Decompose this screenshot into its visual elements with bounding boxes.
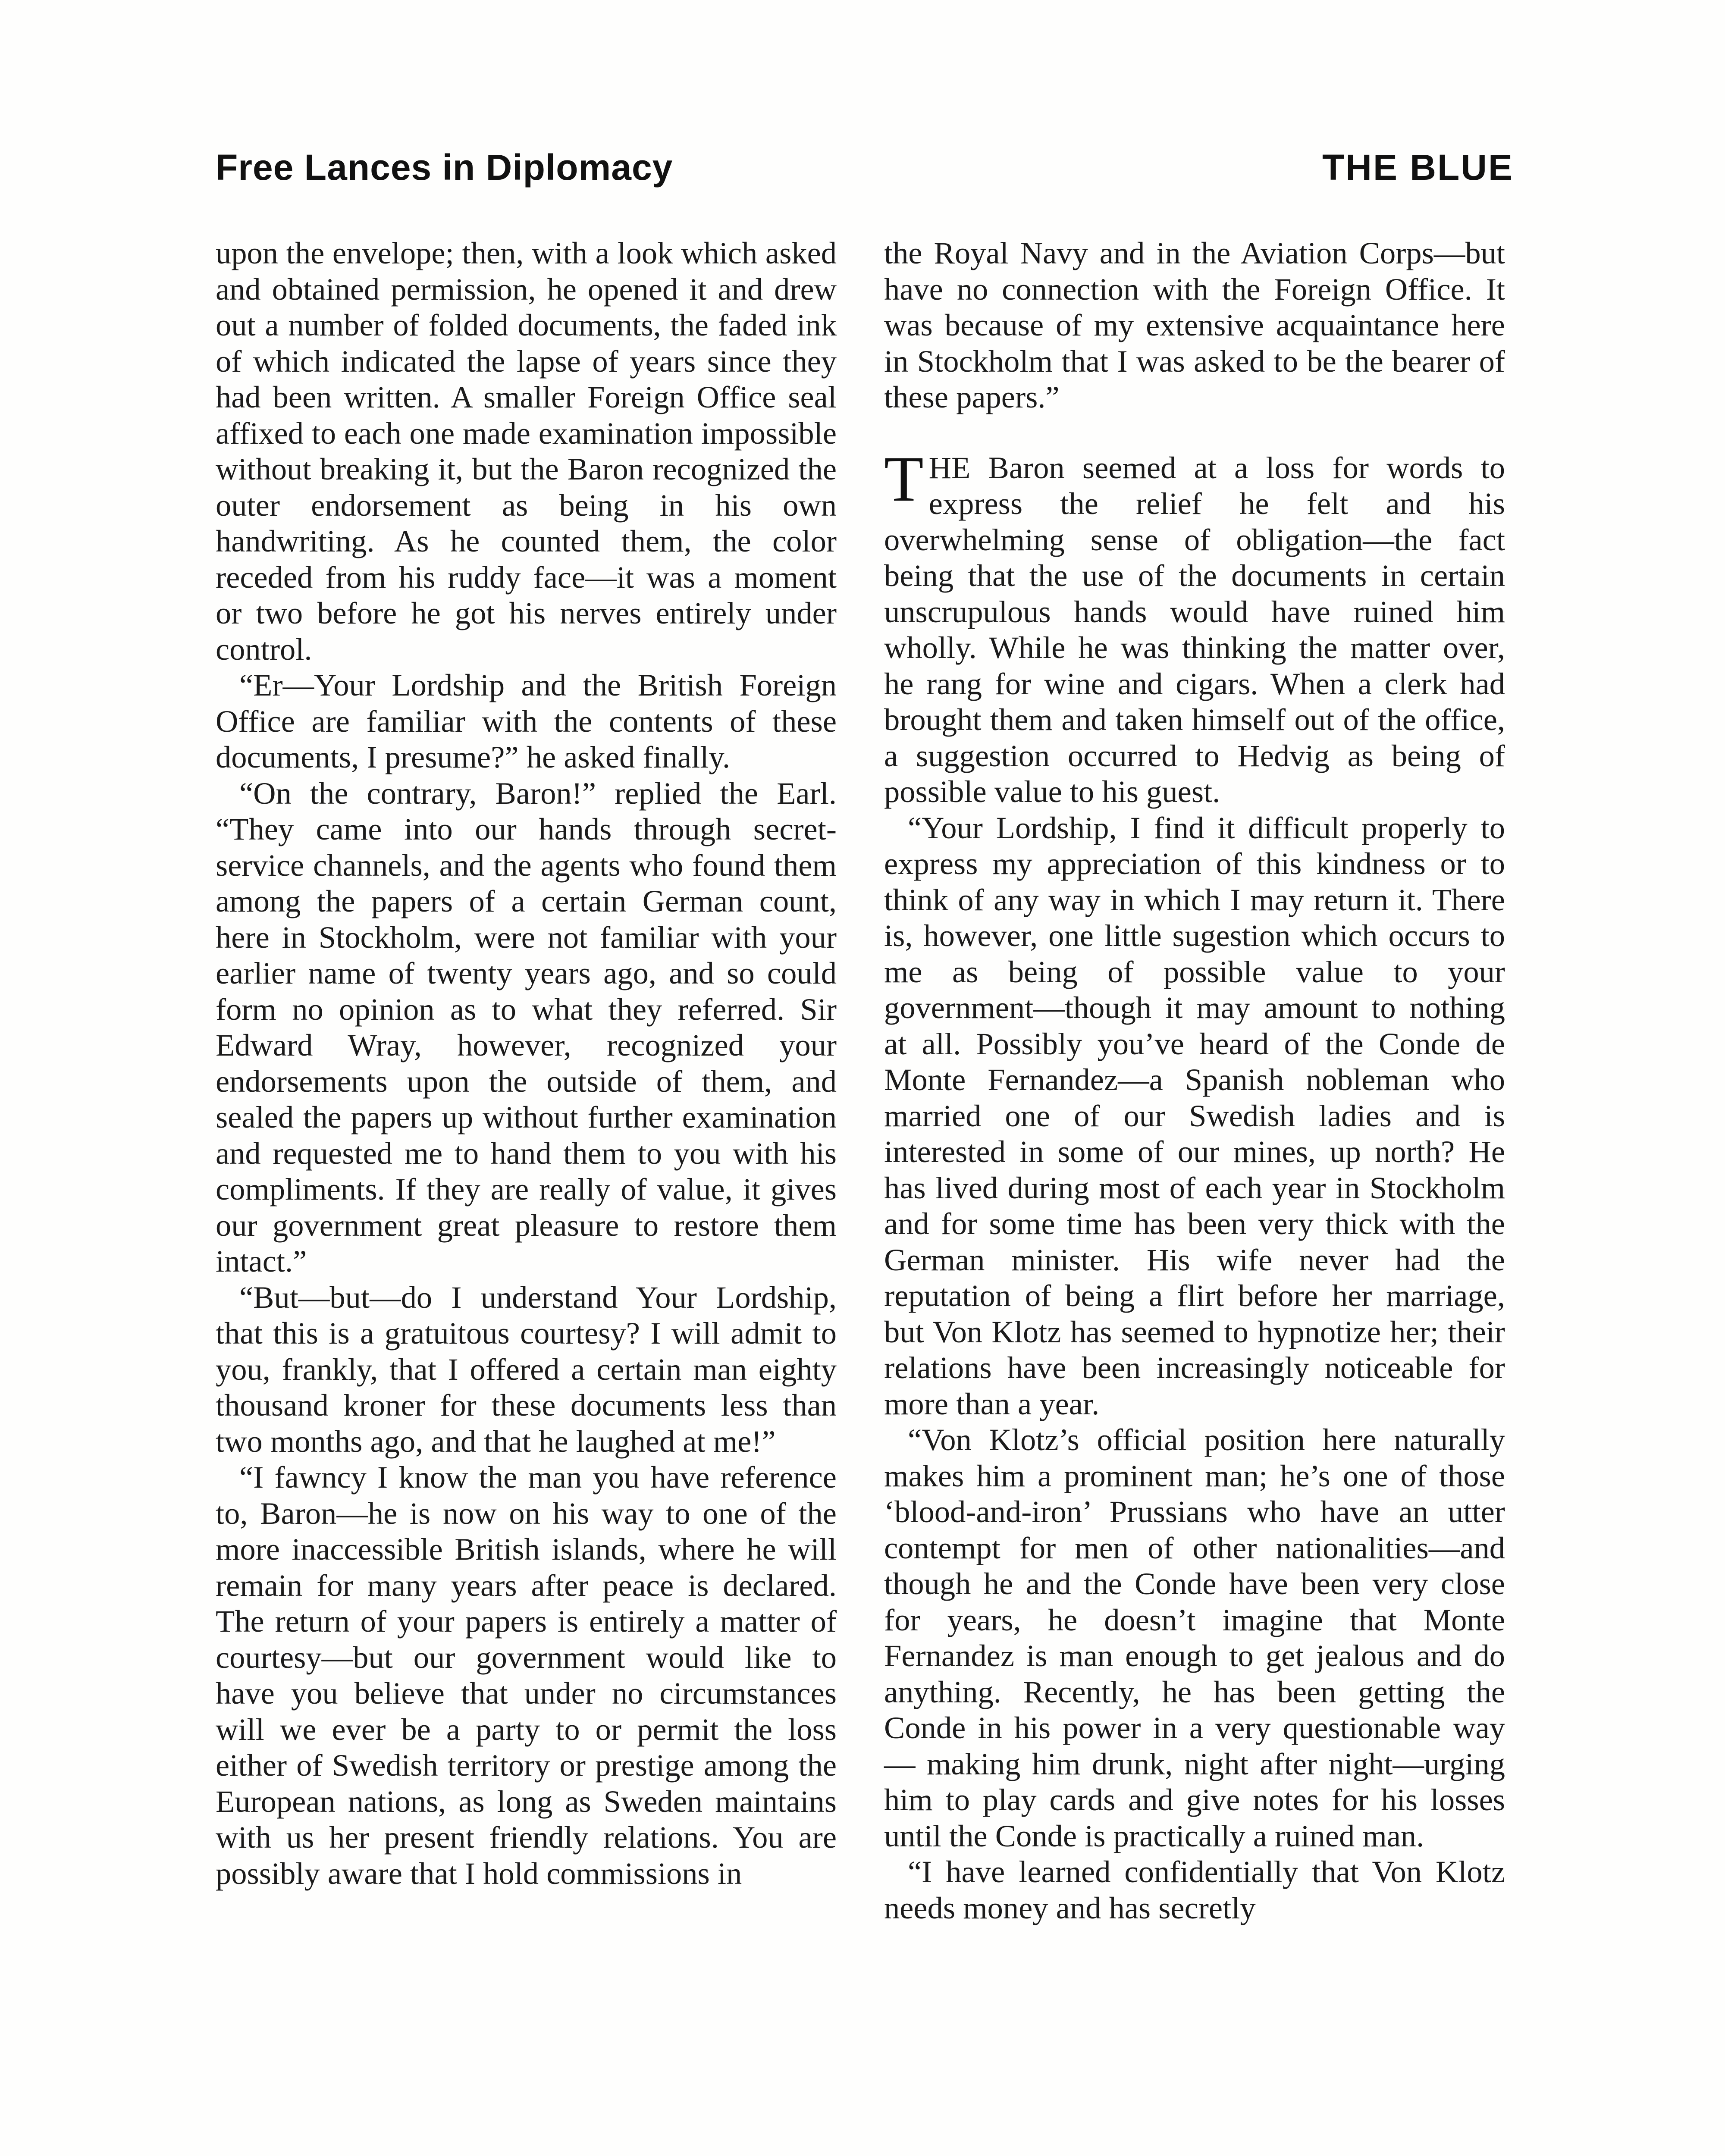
paragraph: “On the contrary, Baron!” replied the Earl. “They came into our hands through secret-service channels, and the agents who found them among the papers of a certain German count, here in Stockholm, were not familiar with your earlier name of twenty years ago, and so could form no opinion as to what they referred. Sir Edward Wray, however, recognized your endorsements upon the outside of them, and sealed the papers up without further examination and requested me to hand them to you with his compliments. If they are really of value, it gives our government great pleasure to restore them intact.”: [216, 775, 837, 1279]
paragraph: upon the envelope; then, with a look which asked and obtained permission, he opened it and drew out a number of folded documents, the faded ink of which indicated the lapse of years since they had been written. A smaller Foreign Office seal affixed to each one made examination impossible without breaking it, but the Baron recognized the outer endorsement as being in his own handwriting. As he counted them, the color receded from his ruddy face—it was a moment or two before he got his nerves entirely under control.: [216, 235, 837, 667]
paragraph: “But—but—do I understand Your Lordship, that this is a gratuitous courtesy? I will admit to you, frankly, that I offered a certain man eighty thousand kroner for these documents less than two months ago, and that he laughed at me!”: [216, 1279, 837, 1459]
story-title: Free Lances in Diplomacy: [216, 147, 673, 188]
magazine-title: THE BLUE: [1322, 147, 1514, 188]
running-header: [216, 147, 1514, 198]
paragraph: “Your Lordship, I find it difficult properly to express my appreciation of this kindness or to think of any way in which I may return it. There is, however, one little sugestion which occurs to me as being of possible value to your government—though it may amount to nothing at all. Possibly you’ve heard of the Conde de Monte Fernandez—a Spanish nobleman who married one of our Swedish ladies and is interested in some of our mines, up north? He has lived during most of each year in Stockholm and for some time has been very thick with the German minister. His wife never had the reputation of being a flirt before her marriage, but Von Klotz has seemed to hypnotize her; their relations have been increasingly noticeable for more than a year.: [884, 810, 1505, 1421]
paragraph: “Er—Your Lordship and the British Foreign Office are familiar with the contents of these documents, I presume?” he asked finally.: [216, 667, 837, 774]
paragraph: “I have learned confidentially that Von Klotz needs money and has secretly: [884, 1854, 1505, 1925]
section-opening-text: HE Baron seemed at a loss for words to express the relief he felt and his overwhelming sense of obligation—the fact being that the use of the documents in certain unscrupulous hands would have ruined him wholly. While he was thinking the matter over, he rang for wine and cigars. When a clerk had brought them and taken himself out of the office, a suggestion occurred to Hedvig as being of possible value to his guest.: [884, 450, 1505, 809]
section-opening-paragraph: [884, 443, 1505, 810]
drop-cap: T: [884, 443, 924, 515]
paragraph: “Von Klotz’s official position here naturally makes him a prominent man; he’s one of those ‘blood-and-iron’ Prussians who have an utter contempt for men of other nationalities—and though he and the Conde have been very close for years, he doesn’t imagine that Monte Fernandez is man enough to get jealous and do anything. Recently, he has been getting the Conde in his power in a very questionable way — making him drunk, night after night—urging him to play cards and give notes for his losses until the Conde is practically a ruined man.: [884, 1422, 1505, 1853]
right-text-column: [884, 235, 1505, 1926]
paragraph: “I fawncy I know the man you have reference to, Baron—he is now on his way to one of the more inaccessible British islands, where he will remain for many years after peace is declared. The return of your papers is entirely a matter of courtesy—but our government would like to have you believe that under no circumstances will we ever be a party to or permit the loss either of Swedish territory or prestige among the European nations, as long as Sweden maintains with us her present friendly relations. You are possibly aware that I hold commissions in: [216, 1460, 837, 1891]
paragraph: the Royal Navy and in the Aviation Corps—but have no connection with the Foreign Office. It was because of my extensive acquaintance here in Stockholm that I was asked to be the bearer of these papers.”: [884, 235, 1505, 414]
left-text-column: [216, 235, 837, 1891]
